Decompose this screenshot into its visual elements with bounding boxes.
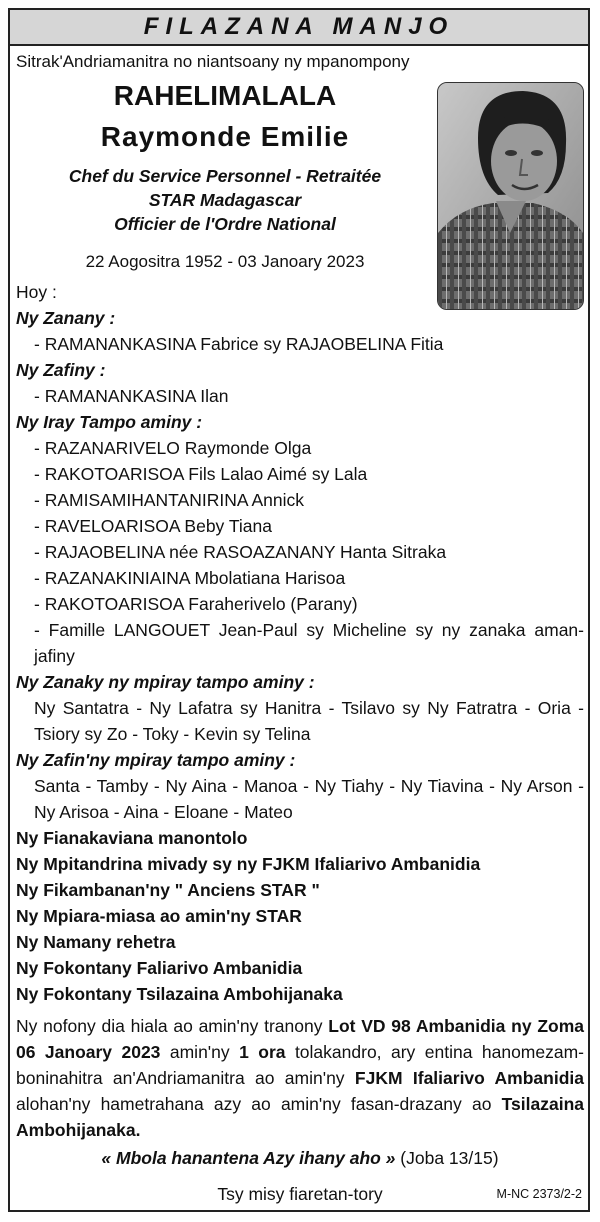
- footer-note: Tsy misy fiaretan-tory: [217, 1184, 383, 1204]
- quote-reference: (Joba 13/15): [400, 1148, 499, 1168]
- list-item: - RAVELOARISOA Beby Tiana: [34, 516, 272, 536]
- notice-text: tolakandro, ary entina hanomezam-boninahitra an'Andriamanitra ao amin'ny: [16, 1042, 585, 1088]
- list-item: - RAZANAKINIAINA Mbolatiana Harisoa: [34, 568, 346, 588]
- deceased-surname: RAHELIMALALA: [113, 80, 337, 111]
- organization-line: Ny Fokontany Faliarivo Ambanidia: [16, 958, 303, 978]
- group-heading: Ny Iray Tampo aminy :: [16, 412, 203, 432]
- group-heading: Ny Zanany :: [16, 308, 116, 328]
- notice-text: amin'ny: [160, 1042, 240, 1062]
- notice-time: 1 ora: [239, 1042, 286, 1062]
- list-item: - RAKOTOARISOA Faraherivelo (Parany): [34, 594, 358, 614]
- list-item: - RAMANANKASINA Fabrice sy RAJAOBELINA Fitia: [34, 334, 444, 354]
- deceased-given-names: Raymonde Emilie: [100, 121, 350, 152]
- notice-church: FJKM Ifaliarivo Ambanidia: [354, 1068, 584, 1088]
- organization-line: Ny Mpitandrina mivady sy ny FJKM Ifaliarivo Ambanidia: [16, 854, 481, 874]
- portrait-photo: [437, 82, 584, 310]
- organization-line: Ny Fikambanan'ny " Anciens STAR ": [16, 880, 320, 900]
- title-line: STAR Madagascar: [148, 190, 302, 210]
- organization-line: Ny Mpiara-miasa ao amin'ny STAR: [16, 906, 302, 926]
- organization-line: Ny Fianakaviana manontolo: [16, 828, 248, 848]
- list-item: - RAMISAMIHANTANIRINA Annick: [34, 490, 305, 510]
- funeral-notice: [16, 1013, 584, 1143]
- title-line: Officier de l'Ordre National: [114, 214, 336, 234]
- notice-address: Lot VD 98 Ambanidia ny Zoma 06 Janoary 2023: [16, 1016, 584, 1062]
- organization-line: Ny Namany rehetra: [16, 932, 176, 952]
- list-item: - RAZANARIVELO Raymonde Olga: [34, 438, 312, 458]
- intro-line: Sitrak'Andriamanitra no niantsoany ny mpanompony: [16, 52, 410, 71]
- names-paragraph: Santa - Tamby - Ny Aina - Manoa - Ny Tiahy - Ny Tiavina - Ny Arson - Ny Arisoa - Aina - Eloane - Mateo: [34, 776, 584, 822]
- list-item: - Famille LANGOUET Jean-Paul sy Micheline sy ny zanaka aman-jafiny: [34, 620, 584, 666]
- notice-body: [16, 279, 584, 1171]
- names-paragraph: Ny Santatra - Ny Lafatra sy Hanitra - Tsilavo sy Ny Fatratra - Oria - Tsiory sy Zo - Toky - Kevin sy Telina: [34, 698, 584, 744]
- list-item: - RAMANANKASINA Ilan: [34, 386, 229, 406]
- deceased-titles: [0, 164, 450, 236]
- notice-burial-place: Tsilazaina Ambohijanaka.: [16, 1094, 584, 1140]
- group-heading: Ny Zanaky ny mpiray tampo aminy :: [16, 672, 315, 692]
- list-item: - RAJAOBELINA née RASOAZANANY Hanta Sitraka: [34, 542, 447, 562]
- life-dates: 22 Aogositra 1952 - 03 Janoary 2023: [85, 252, 365, 271]
- title-line: Chef du Service Personnel - Retraitée: [68, 166, 382, 186]
- group-heading: Ny Zafin'ny mpiray tampo aminy :: [16, 750, 296, 770]
- hoy-label: Hoy :: [16, 282, 57, 302]
- notice-text: Ny nofony dia hiala ao amin'ny tranony: [16, 1016, 329, 1036]
- notice-header: [8, 8, 590, 46]
- quote-text: « Mbola hanantena Azy ihany aho »: [101, 1148, 396, 1168]
- bible-quote: [16, 1145, 584, 1171]
- organization-line: Ny Fokontany Tsilazaina Ambohijanaka: [16, 984, 343, 1004]
- footer-reference: M-NC 2373/2-2: [496, 1187, 582, 1201]
- list-item: - RAKOTOARISOA Fils Lalao Aimé sy Lala: [34, 464, 368, 484]
- group-heading: Ny Zafiny :: [16, 360, 106, 380]
- notice-text: alohan'ny hametrahana azy ao amin'ny fasan-drazany ao: [16, 1094, 502, 1114]
- portrait-image: [438, 83, 583, 309]
- header-title: FILAZANA MANJO: [143, 13, 455, 40]
